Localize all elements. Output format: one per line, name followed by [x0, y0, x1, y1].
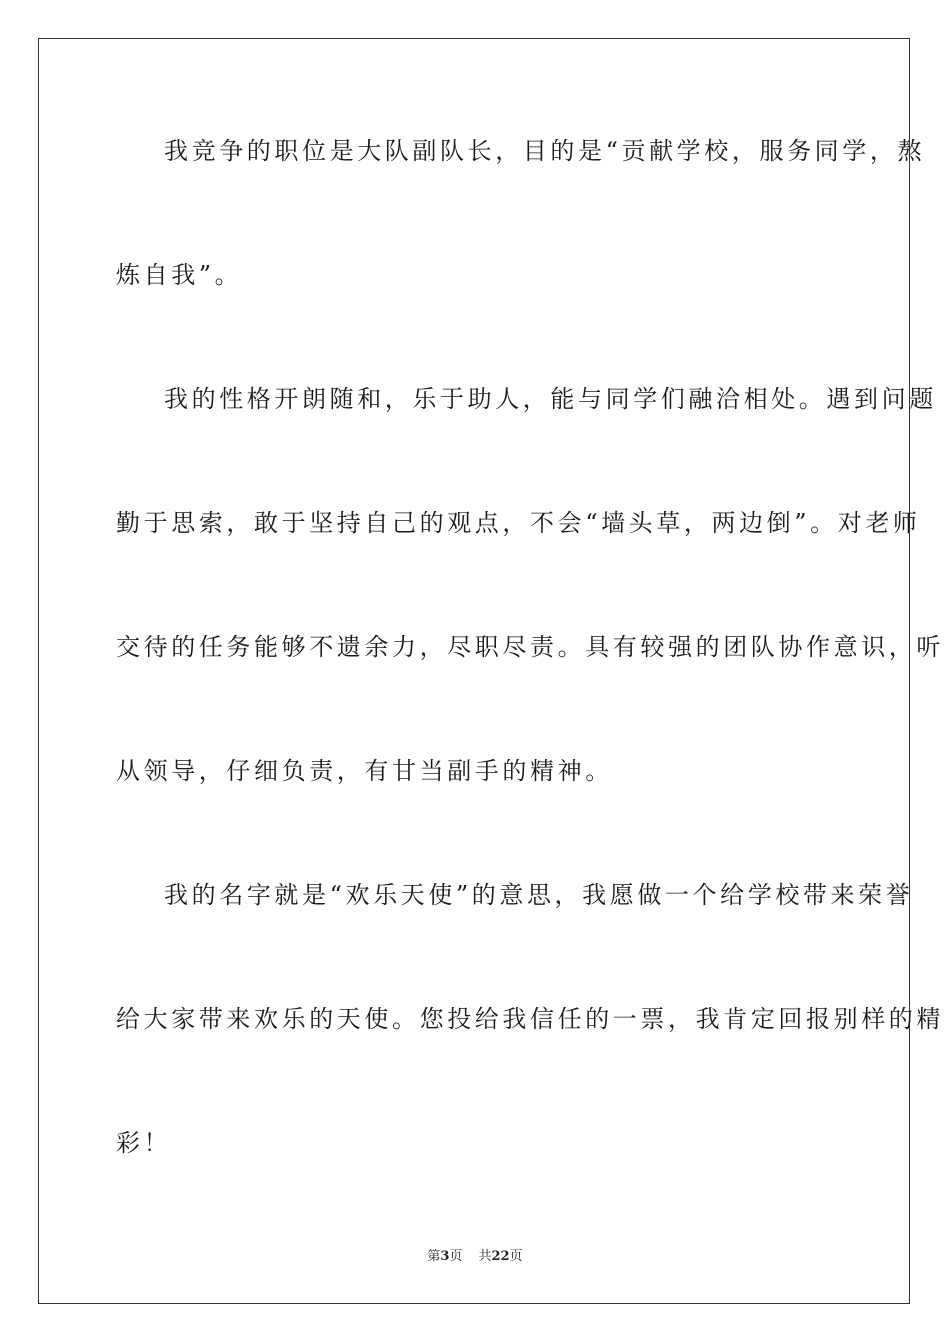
paragraph-2-line-4: 从领导，仔细负责，有甘当副手的精神。: [116, 757, 613, 785]
total-pages: 22: [491, 1249, 510, 1264]
paragraph-3-line-3: 彩！: [116, 1129, 172, 1157]
paragraph-3-line-2: 给大家带来欢乐的天使。您投给我信任的一票，我肯定回报别样的精: [116, 1005, 944, 1033]
paragraph-1-line-2: 炼自我”。: [116, 261, 243, 289]
page-footer: [0, 1248, 950, 1266]
paragraph-2-line-2: 勤于思索，敢于坚持自己的观点，不会“墙头草，两边倒”。对老师: [116, 509, 921, 537]
page-number: 3: [440, 1249, 450, 1264]
total-prefix: 共: [478, 1249, 492, 1264]
paragraph-3-line-1: 我的名字就是“欢乐天使”的意思，我愿做一个给学校带来荣誉: [164, 881, 914, 909]
page-suffix: 页: [449, 1249, 463, 1264]
paragraph-1-line-1: 我竞争的职位是大队副队长，目的是“贡献学校，服务同学，熬: [164, 137, 926, 165]
total-suffix: 页: [509, 1249, 523, 1264]
page-prefix: 第: [427, 1249, 441, 1264]
paragraph-2-line-1: 我的性格开朗随和，乐于助人，能与同学们融洽相处。遇到问题: [164, 385, 937, 413]
paragraph-2-line-3: 交待的任务能够不遗余力，尽职尽责。具有较强的团队协作意识，听: [116, 633, 944, 661]
page-border: [38, 38, 944, 1304]
